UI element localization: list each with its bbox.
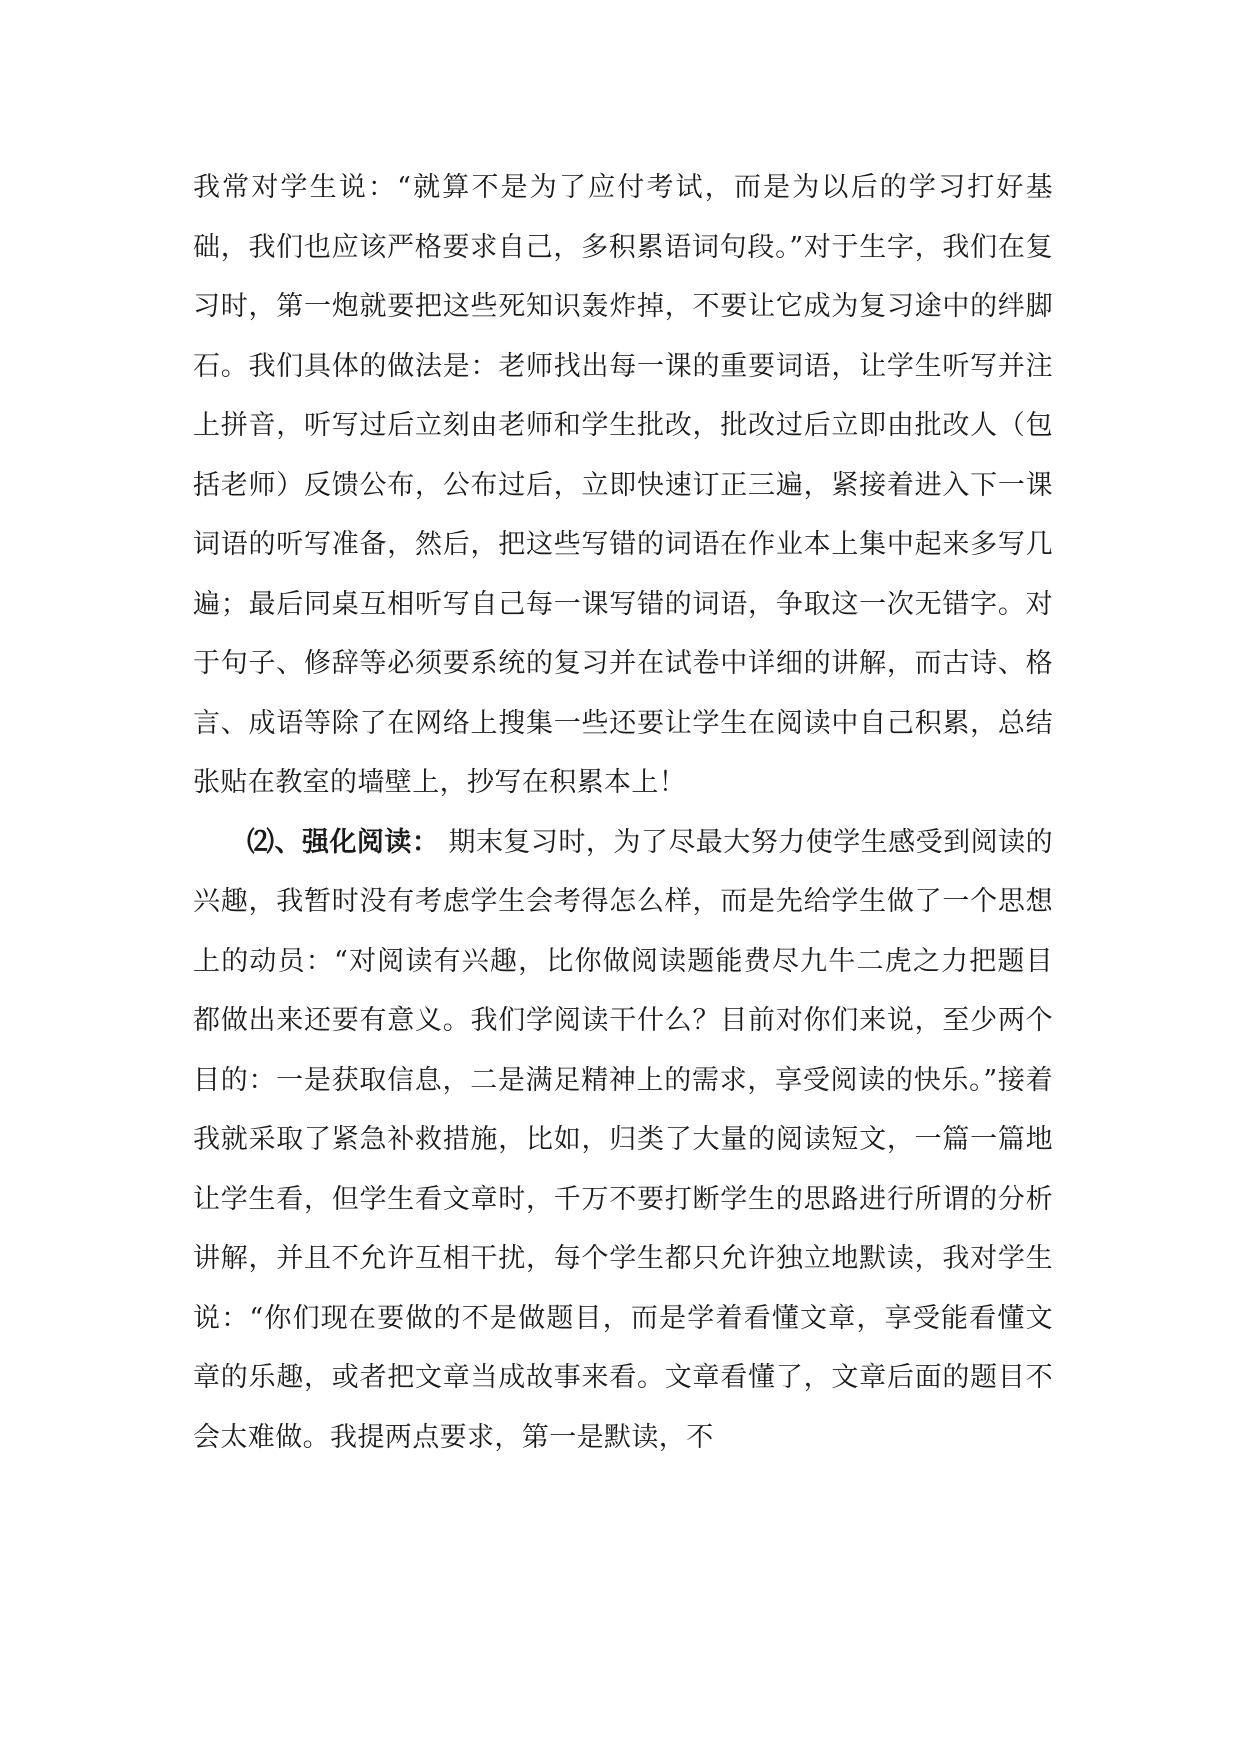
paragraph-1: 我常对学生说：“就算不是为了应付考试，而是为以后的学习打好基础，我们也应该严格要求自己，多积累语词句段。”对于生字，我们在复习时，第一炮就要把这些死知识轰炸掉，不要让它成为复习途中的绊脚石。我们具体的做法是：老师找出每一课的重要词语，让学生听写并注上拼音，听写过后立刻由老师和学生批改，批改过后立即由批改人（包括老师）反馈公布，公布过后，立即快速订正三遍，紧接着进入下一课词语的听写准备，然后，把这些写错的词语在作业本上集中起来多写几遍；最后同桌互相听写自己每一课写错的词语，争取这一次无错字。对于句子、修辞等必须要系统的复习并在试卷中详细的讲解，而古诗、格言、成语等除了在网络上搜集一些还要让学生在阅读中自己积累，总结张贴在教室的墙壁上，抄写在积累本上！ — [193, 172, 1053, 798]
document-body — [193, 158, 1053, 1467]
paragraph-2 — [193, 813, 1053, 1468]
paragraph-2-body: 期末复习时，为了尽最大努力使学生感受到阅读的兴趣，我暂时没有考虑学生会考得怎么样，而是先给学生做了一个思想上的动员：“对阅读有兴趣，比你做阅读题能费尽九牛二虎之力把题目都做出来还要有意义。我们学阅读干什么？目前对你们来说，至少两个目的：一是获取信息，二是满足精神上的需求，享受阅读的快乐。”接着我就采取了紧急补救措施，比如，归类了大量的阅读短文，一篇一篇地让学生看，但学生看文章时，千万不要打断学生的思路进行所谓的分析讲解，并且不允许互相干扰，每个学生都只允许独立地默读，我对学生说：“你们现在要做的不是做题目，而是学着看懂文章，享受能看懂文章的乐趣，或者把文章当成故事来看。文章看懂了，文章后面的题目不会太难做。我提两点要求，第一是默读，不 — [193, 826, 1053, 1453]
paragraph-2-heading: ⑵、强化阅读： — [247, 826, 440, 858]
